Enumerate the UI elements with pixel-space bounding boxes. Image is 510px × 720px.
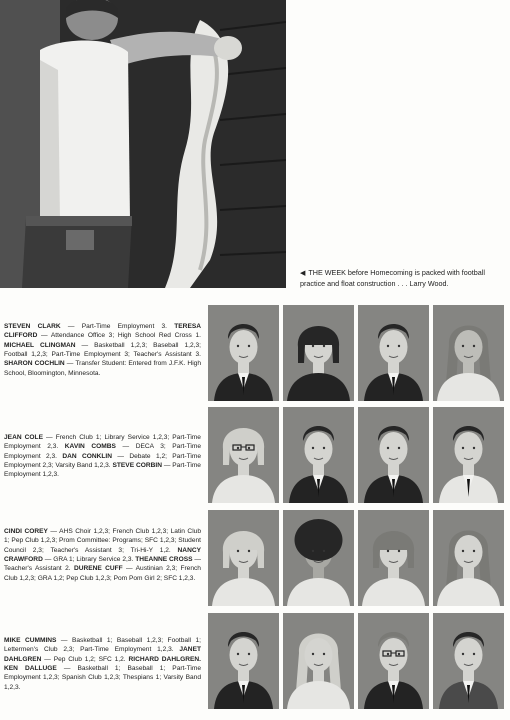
portrait-row-4 <box>208 613 504 709</box>
student-portrait <box>283 407 354 503</box>
student-name: CINDI COREY <box>4 528 48 535</box>
student-activities: Debate 1,2; Part-Time Employment 2,3; Varsity Band 1,2,3. <box>4 452 201 470</box>
student-entry: JANET DAHLGREN — Pep Club 1,2; SFC 1,2. <box>4 646 201 663</box>
student-portrait <box>208 613 279 709</box>
student-portrait <box>283 305 354 401</box>
student-portrait <box>283 510 354 606</box>
student-name: RICHARD DAHLGREN. <box>128 655 201 663</box>
student-entry: TERESA CLIFFORD — Attendance Office 3; High School Red Cross 1. <box>4 323 201 340</box>
student-portrait <box>358 305 429 401</box>
student-entry: KAVIN COMBS — DECA 3; Part-Time Employment 2,3. <box>4 443 201 460</box>
bio-block-row-3 <box>4 527 201 583</box>
student-portrait <box>358 407 429 503</box>
student-name: MIKE CUMMINS <box>4 637 57 644</box>
student-entry: DAN CONKLIN — Debate 1,2; Part-Time Employment 2,3; Varsity Band 1,2,3. <box>4 452 201 470</box>
student-name: THEANNE CROSS <box>135 556 193 564</box>
student-activities: Austinian 2,3; French Club 1,2,3; GRA 1,2; Pep Club 1,2,3; Pom Pom Girl 2; SFC 1,2,3. <box>4 565 201 582</box>
homecoming-photo <box>0 0 286 288</box>
student-activities: Attendance Office 3; High School Red Cross 1. <box>50 332 201 340</box>
student-name: TERESA CLIFFORD <box>4 323 201 340</box>
student-activities: Basketball 1; Baseball 1; Part-Time Employment 1,2,3; Spanish Club 1,2,3; Thespians 1; Varsity Band 1,2,3. <box>4 665 201 691</box>
student-activities: Teacher's Assistant 2. <box>4 565 71 573</box>
student-name: SHARON COCHLIN <box>4 360 65 368</box>
student-name: STEVE CORBIN <box>112 462 162 470</box>
caption-arrow-icon: ◀ <box>300 270 306 277</box>
student-name: KEN DALLUGE <box>4 665 57 673</box>
student-activities: Basketball 1; Baseball 1,2,3; Football 1; Lettermen's Club 2,3; Part-Time Employment 1,2,3. <box>4 637 201 654</box>
student-entry: STEVEN CLARK — Part-Time Employment 3. <box>4 323 168 330</box>
student-name: NANCY CRAWFORD <box>4 546 201 564</box>
bio-block-row-1 <box>4 322 201 378</box>
student-entry: DURENE CUFF — Austinian 2,3; French Club 1,2,3; GRA 1,2; Pep Club 1,2,3; Pom Pom Girl 2; SFC 1,2,3. <box>4 565 201 582</box>
student-entry: KEN DALLUGE — Basketball 1; Baseball 1; Part-Time Employment 1,2,3; Spanish Club 1,2,3; Thespians 1; Varsity Band 1,2,3. <box>4 665 201 691</box>
student-entry: MICHAEL CLINGMAN — Basketball 1,2,3; Baseball 1,2,3; Football 1,2,3; Part-Time Employment 3; Teacher's Assistant 3. <box>4 341 201 359</box>
student-activities: DECA 3; Part-Time Employment 2,3. <box>4 443 201 460</box>
student-portrait <box>208 407 279 503</box>
student-portrait <box>283 613 354 709</box>
student-name: KAVIN COMBS <box>64 443 116 451</box>
student-entry: SHARON COCHLIN — Transfer Student: Entered from J.F.K. High School, Bloomington, Minnesota. <box>4 360 201 377</box>
student-activities: Pep Club 1,2; SFC 1,2. <box>53 655 126 663</box>
bio-block-row-4 <box>4 636 201 692</box>
student-activities: Basketball 1,2,3; Baseball 1,2,3; Football 1,2,3; Part-Time Employment 3; Teacher's Assistant 3. <box>4 341 201 359</box>
student-activities: Part-Time Employment 1,2,3. <box>4 462 201 479</box>
student-portrait <box>208 510 279 606</box>
student-portrait <box>358 510 429 606</box>
student-entry <box>129 656 201 663</box>
portrait-row-3 <box>208 510 504 606</box>
student-entry: CINDI COREY — AHS Choir 1,2,3; French Club 1,2,3; Latin Club 1; Pep Club 1,2,3; Prom Committee: Programs; SFC 1,2,3; Student Council 2,3; Teacher's Assistant 3; Tri-Hi-Y 1,2. <box>4 528 201 554</box>
student-name: DAN CONKLIN <box>62 452 113 460</box>
student-entry: JEAN COLE — French Club 1; Library Service 1,2,3; Part-Time Employment 2,3. <box>4 434 201 451</box>
student-entry: STEVE CORBIN — Part-Time Employment 1,2,3. <box>4 462 201 479</box>
student-name: JEAN COLE <box>4 434 43 441</box>
student-entry: MIKE CUMMINS — Basketball 1; Baseball 1,2,3; Football 1; Lettermen's Club 2,3; Part-Time Employment 1,2,3. <box>4 637 201 654</box>
student-activities: GRA 1; Library Service 2,3. <box>53 556 134 564</box>
student-name: JANET DAHLGREN <box>4 646 201 663</box>
student-activities: AHS Choir 1,2,3; French Club 1,2,3; Latin Club 1; Pep Club 1,2,3; Prom Committee: Programs; SFC 1,2,3; Student Council 2,3; Teacher's Assistant 3; Tri-Hi-Y 1,2. <box>4 528 201 554</box>
portrait-row-2 <box>208 407 504 503</box>
student-activities: French Club 1; Library Service 1,2,3; Part-Time Employment 2,3. <box>4 434 201 451</box>
portrait-row-1 <box>208 305 504 401</box>
student-entry: THEANNE CROSS — Teacher's Assistant 2. <box>4 556 201 573</box>
student-portrait <box>433 305 504 401</box>
caption-text: THE WEEK before Homecoming is packed with football practice and float construction . . . Larry Wood. <box>300 268 485 289</box>
student-portrait <box>358 613 429 709</box>
student-portrait <box>433 613 504 709</box>
student-entry: NANCY CRAWFORD — GRA 1; Library Service 2,3. <box>4 546 201 564</box>
photo-caption <box>300 268 505 290</box>
student-activities: Transfer Student: Entered from J.F.K. High School, Bloomington, Minnesota. <box>4 360 201 377</box>
student-portrait <box>433 407 504 503</box>
bio-block-row-2 <box>4 433 201 480</box>
student-portrait <box>208 305 279 401</box>
student-name: STEVEN CLARK <box>4 323 61 330</box>
student-portrait <box>433 510 504 606</box>
student-activities: Part-Time Employment 3. <box>81 323 168 330</box>
student-name: DURENE CUFF <box>73 565 123 573</box>
student-name: MICHAEL CLINGMAN <box>4 341 76 349</box>
